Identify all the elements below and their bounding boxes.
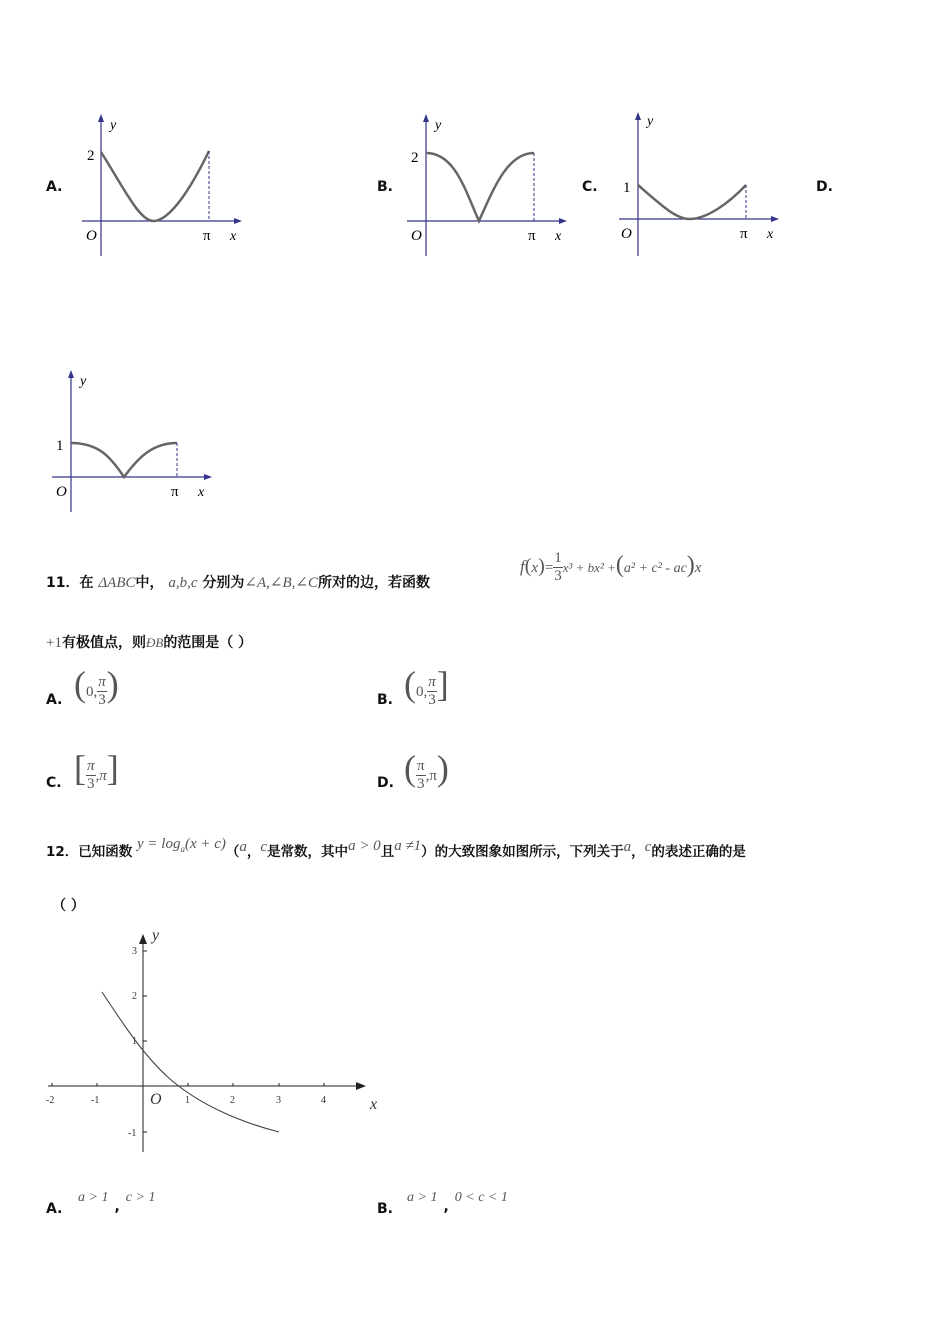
origin-label: O [621,226,632,242]
q12-option-a-content: a > 1,c > 1 [78,1190,156,1215]
q12-option-b-content: a > 1,0 < c < 1 [407,1190,508,1215]
q11-option-a-label: A. [46,692,63,708]
q12-option-b-label: B. [377,1201,393,1217]
pi-label: π [171,484,179,500]
q11-option-c-interval: [ $\frac{\pi}{3}$ ,π] [74,748,119,792]
x-tick-label: -1 [91,1095,100,1106]
y-tick-label: -1 [128,1128,137,1139]
question-number: 11． [46,575,80,591]
y-axis-label: y [152,927,160,944]
origin-label: O [150,1091,162,1108]
option-b-label: B. [377,179,393,195]
y-tick-label: 3 [132,946,137,957]
x-axis-label: x [370,1096,378,1113]
x-axis-label: x [767,227,774,242]
x-tick-label: 3 [276,1095,281,1106]
log-function: $y = \log_a(x + c)$ [137,836,226,854]
y-tick-label: 2 [132,991,137,1002]
origin-label: O [411,228,422,244]
y-axis-label: y [80,374,87,389]
question-12-paren: （ ） [52,898,85,914]
graph-option-b [395,110,575,260]
y-value-label: 1 [623,180,631,196]
sides-abc: a,b,c [168,575,198,591]
origin-label: O [86,228,97,244]
y-axis-label: y [647,114,654,129]
x-tick-label: 2 [230,1095,235,1106]
y-value-label: 2 [87,148,95,164]
y-tick-label: 1 [132,1036,137,1047]
q12-option-a-label: A. [46,1201,63,1217]
graph-option-c [607,108,787,258]
origin-label: O [56,484,67,500]
option-c-label: C. [582,179,598,195]
y-axis-label: y [110,118,117,133]
pi-label: π [528,228,536,244]
y-axis-label: y [435,118,442,133]
question-11-stem-line1: 11．在 ΔABC中， a,b,c 分别为∠A,∠B,∠C所对的边，若函数 [46,575,430,591]
q11-option-d-label: D. [377,775,394,791]
x-tick-label: 4 [321,1095,326,1106]
q11-option-d-interval: ( $\frac{\pi}{3}$ ,π) [404,748,449,792]
question-11-stem-line2: +1有极值点，则ÐB的范围是（ ） [46,635,253,651]
q11-option-a-interval: (0, $\frac{\pi}{3}$ ) [74,664,119,708]
y-value-label: 1 [56,438,64,454]
x-axis-label: x [555,229,562,244]
x-axis-label: x [198,485,205,500]
q11-option-b-label: B. [377,692,393,708]
function-formula: f(x)= $\frac{1}{3}$ x³ + bx² +(a² + c² - ac)x [520,550,702,584]
pi-label: π [203,228,211,244]
y-value-label: 2 [411,150,419,166]
q11-option-b-interval: (0, $\frac{\pi}{3}$ ] [404,664,449,708]
x-axis-label: x [230,229,237,244]
x-tick-label: -2 [46,1095,55,1106]
angle-b: ÐB [145,635,164,650]
question-number: 12． [46,844,79,860]
option-d-label: D. [816,179,833,195]
graph-option-a [70,110,250,260]
angles-abc: ∠A,∠B,∠C [244,575,318,591]
option-a-label: A. [46,179,63,195]
question-12-stem: 12．已知函数 $y = \log_a(x + c)(a$，c是常数，其中a > 0且a ≠1）的大致图象如图所示，下列关于a，c的表述正确的是 [46,836,746,860]
log-graph [40,922,390,1162]
graph-option-d [40,366,220,516]
q11-option-c-label: C. [46,775,62,791]
pi-label: π [740,226,748,242]
x-tick-label: 1 [185,1095,190,1106]
triangle-abc: ΔABC [98,575,136,591]
